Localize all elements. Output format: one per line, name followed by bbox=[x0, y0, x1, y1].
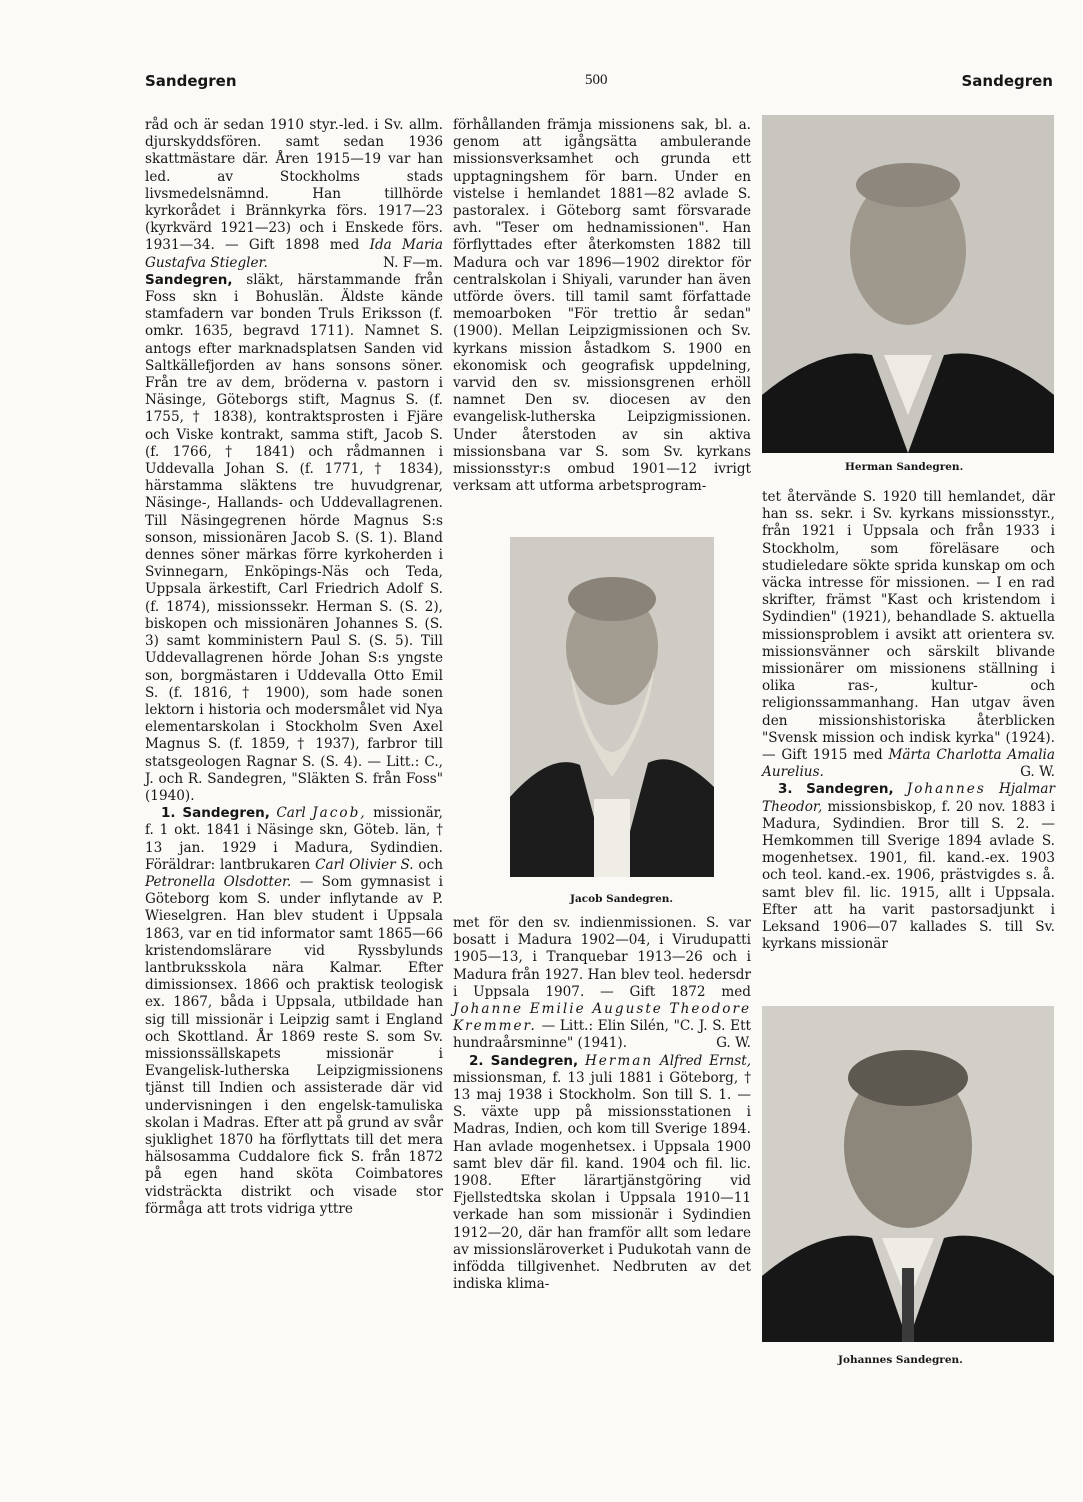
running-head-right: Sandegren bbox=[961, 72, 1053, 90]
text: — Litt.: Elin Silén, "C. J. S. Ett hundraårsminne" (1941). bbox=[453, 1018, 751, 1052]
paragraph-continuation bbox=[145, 117, 443, 272]
entry-family bbox=[145, 272, 443, 805]
column-2-top bbox=[453, 117, 751, 495]
entry-1-continuation bbox=[453, 915, 751, 1053]
call-name: Jacob, bbox=[312, 805, 367, 822]
text: missionsman, f. 13 juli 1881 i Göteborg, † 13 maj 1938 i Stockholm. Son till S. 1. — S. växte upp på missionsstationen i Madras, Indien, och kom till Sverige 1894. Han avlade mogenhetsex. i Uppsala 1900 samt blev där fil. kand. 1904 och fil. lic. 1908. Efter lärartjänstgöring vid Fjellstedtska skolan i Uppsala 1910—11 verkade han som missionär i Sydindien 1912—20, där han framför allt som ledare av missionsläroverket i Pudukotah vann de infödda tillgivenhet. Nedbruten av det indiska klima- bbox=[453, 1069, 751, 1293]
entry-heading: 1. Sandegren, bbox=[161, 805, 270, 822]
wife-name: Märta Charlotta Amalia Aurelius. bbox=[762, 747, 1056, 781]
entry-heading: 2. Sandegren, bbox=[469, 1052, 579, 1069]
portrait-jacob bbox=[510, 537, 714, 877]
call-name: Johannes bbox=[906, 781, 986, 798]
text: råd och är sedan 1910 styr.-led. i Sv. allm. djurskyddsfören. samt sedan 1936 skattmästare där. Åren 1915—19 var han led. av Stockholms stads livsmedelsnämnd. Han tillhörde kyrkorådet i Brännkyrka förs. 1917—23 (kyrkvärd 1921—23) och i Enskede förs. 1931—34. — Gift 1898 med bbox=[145, 117, 443, 254]
text: missionär, f. 1 okt. 1841 i Näsinge skn, Göteb. län, † 13 jan. 1929 i Madura, Sydindien. Föräldrar: lantbrukaren bbox=[145, 805, 444, 873]
entry-2 bbox=[453, 1053, 751, 1294]
entry-1 bbox=[145, 805, 443, 1218]
caption-johannes: Johannes Sandegren. bbox=[838, 1354, 963, 1366]
entry-2-continuation bbox=[762, 489, 1055, 781]
wife-name: Ida Maria Gustafva Stiegler. bbox=[145, 237, 443, 271]
signature: N. F—m. bbox=[383, 254, 443, 271]
signature: G. W. bbox=[1020, 764, 1055, 781]
wife-name: Johanne Emilie Auguste Theodore Kremmer. bbox=[453, 1001, 751, 1035]
page-number: 500 bbox=[585, 72, 608, 88]
text: met för den sv. indienmissionen. S. var bosatt i Madura 1902—04, i Virudupatti 1905—13, i Tranquebar 1913—26 och i Madura från 1927. Han blev teol. hedersdr i Uppsala 1907. — Gift 1872 med bbox=[453, 915, 751, 1000]
text: missionsbiskop, f. 20 nov. 1883 i Madura, Sydindien. Bror till S. 2. — Hemkommen till Sverige 1894 avlade S. mogenhetsex. 1901, fil. kand.-ex. 1903 och teol. kand.-ex. 1906, prästvigdes s. å. samt blev fil. lic. 1915, allt i Uppsala. Efter att ha varit pastorsadjunkt i Leksand 1906—07 kallades S. till Sv. kyrkans missionär bbox=[762, 798, 1055, 953]
text: — Som gymnasist i Göteborg kom S. under inflytande av P. Wieselgren. Han blev student i Uppsala 1863, var en tid informator samt 1865—66 kristendomslärare vid Ryssbylunds lantbruksskola nära Kalmar. Efter dimissionsex. 1866 och praktisk teologisk ex. 1867, båda i Uppsala, utbildade han sig till missionär i Leipzig samt i England och Skottland. År 1869 reste S. som Sv. missionssällskapets missionär i Evangelisk-lutherska Leipzigmissionens tjänst till Indien och assisterade där vid undervisningen i den engelsk-tamuliska skolan i Madras. Efter att på grund av svår sjuklighet 1870 ha förflyttats till det mera hälsosamma Cuddalore fick S. från 1872 på egen hand sköta Coimbatores vidsträckta distrikt och visade stor förmåga att trots vidriga yttre bbox=[145, 873, 443, 1217]
column-1 bbox=[145, 117, 443, 1218]
entry-heading: 3. Sandegren, bbox=[778, 781, 894, 798]
column-3 bbox=[762, 489, 1055, 953]
signature: G. W. bbox=[716, 1035, 751, 1052]
running-head-left: Sandegren bbox=[145, 72, 237, 90]
text: förhållanden främja missionens sak, bl. a. genom att igångsätta ambulerande missionsverksamhet och grunda ett upptagningshem för barn. Under en vistelse i hemlandet 1881—82 avlade S. pastoralex. i Göteborg samt försvarade avh. "Teser om hednamissionen". Han förflyttades efter återkomsten 1882 till Madura och var 1896—1902 direktor för centralskolan i Shiyali, varunder han även utförde övers. till tamil samt författade memoarboken "För trettio år sedan" (1900). Mellan Leipzigmissionen och Sv. kyrkans mission åstadkom S. 1900 en ekonomisk och geografisk uppdelning, varvid den sv. missionsgrenen erhöll namnet Den sv. diocesen av den evangelisk-lutherska Leipzigmissionen. Under återstoden av sin aktiva missionsbana var S. som Sv. kyrkans missionsstyr:s ombud 1901—12 ivrigt verksam att utforma arbetsprogram- bbox=[453, 117, 751, 495]
caption-jacob: Jacob Sandegren. bbox=[570, 893, 674, 905]
text: släkt, härstammande från Foss skn i Bohuslän. Äldste kände stamfadern var bonden Truls Eriksson (f. omkr. 1635, begravd 1711). Namnet S. antogs efter marknadsplatsen Sanden vid Saltkällefjorden av hans sonsons söner. Från tre av dem, bröderna v. pastorn i Näsinge, Göteborgs stift, Magnus S. (f. 1755, † 1838), kontraktsprosten i Fjäre och Viske kontrakt, samma stift, Jacob S. (f. 1766, † 1841) och rådmannen i Uddevalla Johan S. (f. 1771, † 1834), härstamma släktens tre huvudgrenar, Näsinge-, Hallands- och Uddevallagrenen. Till Näsingegrenen hörde Magnus S:s sonson, missionären Jacob S. (S. 1). Bland dennes söner märkas förre kyrkoherden i Svinnegarn, Enköpings-Näs och Teda, Uppsala ärkestift, Carl Friedrich Adolf S. (f. 1874), missionssekr. Herman S. (S. 2), biskopen och missionären Johannes S. (S. 3) samt komministern Paul S. (S. 5). Till Uddevallagrenen hörde Johan S:s yngste son, borgmästaren i Uddevalla Otto Emil S. (f. 1816, † 1900), som hade sonen lektorn i historia och modersmålet vid Nya elementarskolan i Stockholm Sven Axel Magnus S. (f. 1859, † 1937), farbror till statsgeologen Ragnar S. (S. 4). — Litt.: C., J. och R. Sandegren, "Släkten S. från Foss" (1940). bbox=[145, 271, 443, 804]
entry-3 bbox=[762, 781, 1055, 953]
call-name: Herman bbox=[584, 1052, 654, 1069]
column-2-bottom bbox=[453, 915, 751, 1293]
given-name: Hjalmar Theodor, bbox=[762, 781, 1055, 815]
text: och bbox=[413, 856, 443, 873]
text: tet återvände S. 1920 till hemlandet, där han ss. sekr. i Sv. kyrkans missionsstyr., från 1921 i Uppsala och från 1933 i Stockholm, som föreläsare och studieledare sökte sprida kunskap om och väcka intresse för missionen. — I en rad skrifter, främst "Kast och kristendom i Sydindien" (1921), behandlade S. aktuella missionsproblem i avsikt att orientera sv. missionsvänner och särskilt blivande missionärer om missionens ställning i olika ras-, kultur- och religionssammanhang. Han utgav även den missionshistoriska återblicken "Svensk mission och indisk kyrka" (1924). — Gift 1915 med bbox=[762, 489, 1055, 764]
parent-name: Petronella Olsdotter. bbox=[145, 873, 292, 890]
portrait-herman bbox=[762, 115, 1054, 453]
given-name: Alfred Ernst, bbox=[659, 1052, 752, 1069]
parent-name: Carl Olivier S. bbox=[315, 856, 414, 873]
entry-heading: Sandegren, bbox=[145, 271, 233, 288]
portrait-johannes bbox=[762, 1006, 1054, 1342]
given-name: Carl bbox=[276, 805, 306, 822]
caption-herman: Herman Sandegren. bbox=[845, 461, 964, 473]
